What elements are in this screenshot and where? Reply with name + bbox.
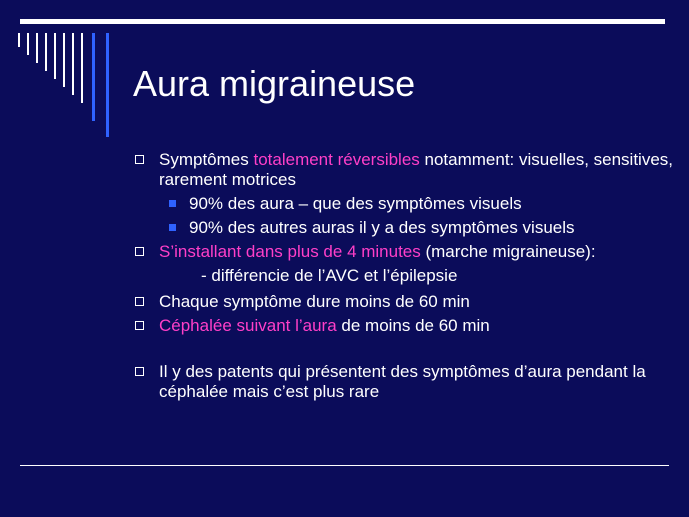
- bottom-rule: [20, 465, 669, 466]
- sub-bullet-item: [133, 194, 678, 214]
- stripe: [27, 33, 29, 55]
- highlighted-text: totalement réversibles: [253, 150, 420, 169]
- bullet-item: [133, 242, 678, 262]
- bullet-text: Symptômes: [159, 150, 254, 169]
- square-bullet-icon: [135, 321, 144, 330]
- sub-bullet-item: [133, 218, 678, 238]
- stripe: [54, 33, 56, 79]
- stripe: [72, 33, 74, 95]
- decorative-stripes: [18, 33, 118, 143]
- square-bullet-icon: [135, 247, 144, 256]
- square-bullet-icon: [135, 155, 144, 164]
- bullet-note: - différencie de l’AVC et l’épilepsie: [201, 266, 458, 285]
- bullet-item: [133, 316, 678, 336]
- stripe: [45, 33, 47, 71]
- bullet-text: Chaque symptôme dure moins de 60 min: [159, 292, 470, 311]
- bullet-item: [133, 292, 678, 312]
- bullet-text: (marche migraineuse):: [420, 242, 596, 261]
- stripe-accent: [92, 33, 95, 121]
- bullet-text: notamment: visuelles, sensitives, rarement motrices: [159, 150, 674, 189]
- bullet-list: [133, 150, 678, 406]
- highlighted-text: Céphalée suivant l’aura: [159, 316, 337, 335]
- filled-square-bullet-icon: [169, 200, 176, 207]
- bullet-item: [133, 150, 678, 190]
- stripe: [36, 33, 38, 63]
- spacer: [133, 340, 678, 362]
- sub-bullet-text: 90% des aura – que des symptômes visuels: [189, 194, 522, 213]
- stripe: [81, 33, 83, 103]
- highlighted-text: S’installant dans plus de 4 minutes: [159, 242, 421, 261]
- stripe-accent: [106, 33, 109, 137]
- filled-square-bullet-icon: [169, 224, 176, 231]
- stripe: [63, 33, 65, 87]
- slide-title: Aura migraineuse: [133, 63, 416, 104]
- square-bullet-icon: [135, 297, 144, 306]
- bullet-text: Il y des patents qui présentent des symptômes d’aura pendant la céphalée mais c’est plus rare: [159, 362, 646, 401]
- bullet-item: [133, 362, 678, 402]
- bullet-text: de moins de 60 min: [336, 316, 490, 335]
- square-bullet-icon: [135, 367, 144, 376]
- sub-bullet-text: 90% des autres auras il y a des symptômes visuels: [189, 218, 575, 237]
- stripe: [18, 33, 20, 47]
- top-rule: [20, 19, 665, 24]
